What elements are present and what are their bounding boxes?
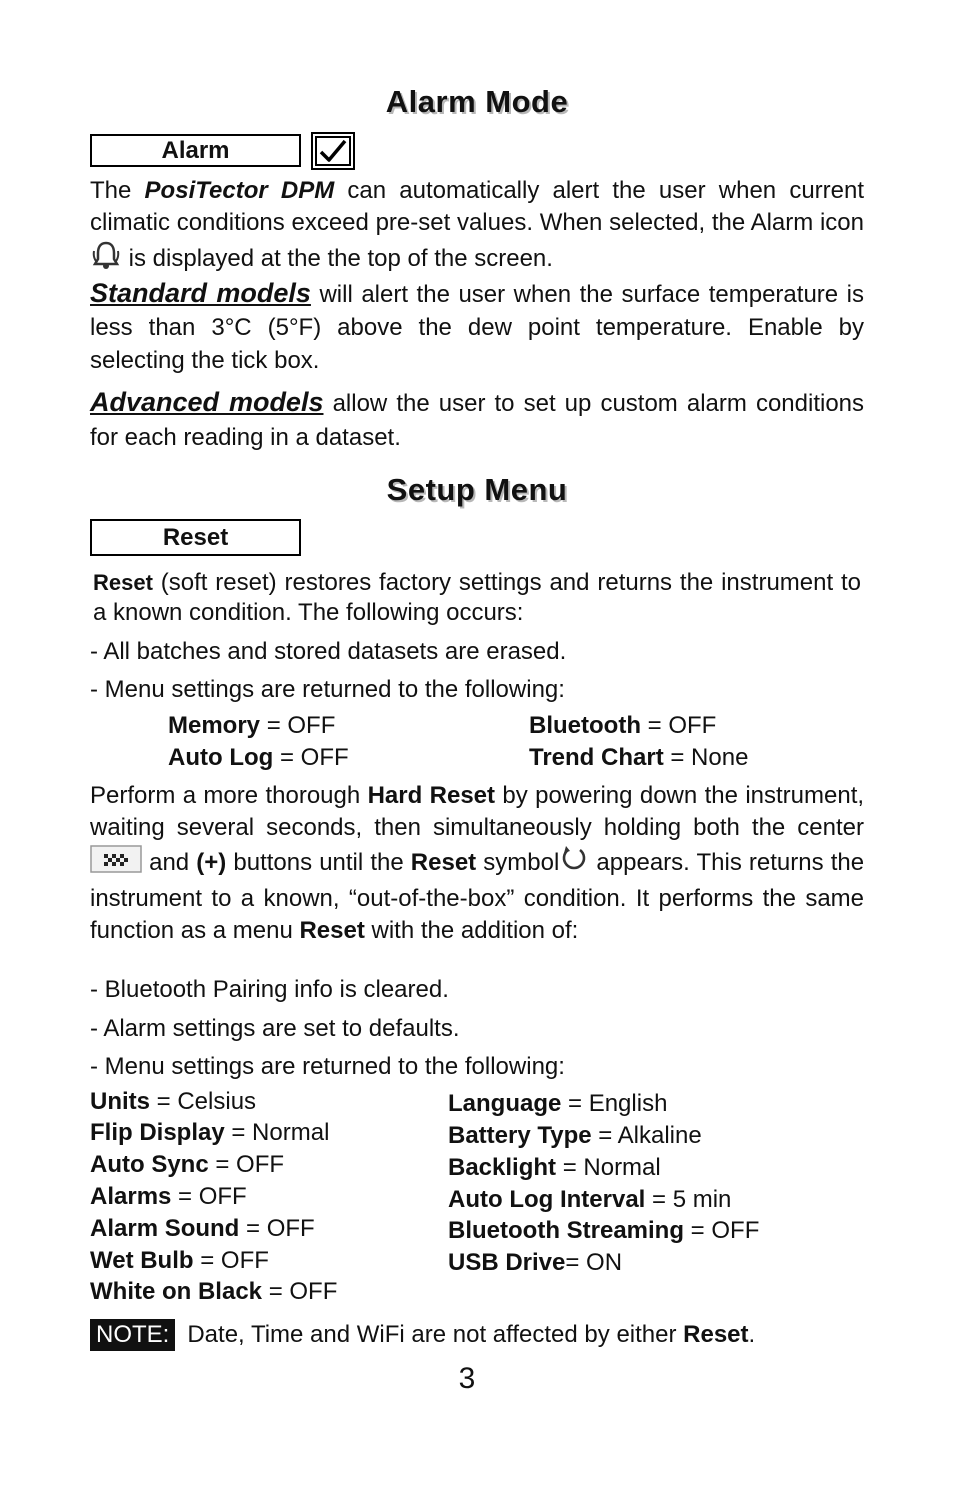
hard-setting-auto-log-interval: Auto Log Interval = 5 min [448, 1186, 732, 1213]
hard-t5: symbol [483, 848, 560, 876]
alarm-intro-paragraph [90, 175, 864, 280]
bell-icon [90, 239, 122, 280]
hard-t1: Perform a more thorough [90, 782, 361, 809]
hard-setting-alarms: Alarms = OFF [90, 1183, 247, 1210]
page-number: 3 [458, 1362, 476, 1395]
setup-menu-heading: Setup Menu [386, 472, 568, 507]
standard-models-paragraph [90, 277, 864, 377]
alarm-intro-t2: can automatically alert the user when current climatic conditions exceed pre-set values. When selected, the Alarm icon [90, 177, 865, 236]
checkmark-icon [315, 136, 351, 166]
hard-t2: by powering down the instrument, waiting several seconds, then simultaneously holding both the center [90, 782, 865, 841]
hard-setting-bluetooth-streaming: Bluetooth Streaming = OFF [448, 1217, 760, 1244]
reset-symbol-icon [559, 844, 589, 883]
hard-t7: with the addition of: [371, 917, 579, 944]
hard-reset-paragraph [90, 780, 864, 947]
reset-menu-label: Reset [90, 519, 301, 556]
hard-setting-flip-display: Flip Display = Normal [90, 1119, 330, 1146]
note-end: . [748, 1321, 756, 1348]
soft-setting-bluetooth: Bluetooth = OFF [529, 712, 717, 739]
hard-bullet-1: - Bluetooth Pairing info is cleared. [90, 976, 449, 1003]
advanced-models-text: allow the user to set up custom alarm conditions for each reading in a dataset. [90, 390, 865, 451]
soft-bullet-2: - Menu settings are returned to the following: [90, 676, 565, 703]
standard-models-text: will alert the user when the surface temperature is less than 3°C (5°F) above the dew point temperature. Enable by selecting the tick box. [90, 281, 865, 374]
alarm-mode-heading: Alarm Mode [385, 84, 569, 119]
hard-bullet-3: - Menu settings are returned to the following: [90, 1053, 565, 1080]
alarm-intro-t3: is displayed at the the top of the screen. [128, 244, 553, 272]
standard-models-lead: Standard models [90, 278, 311, 308]
alarm-checkbox [311, 132, 355, 170]
hard-t6: appears. This returns the instrument to a known, “out-of-the-box” condition. It performs the same function as a menu [90, 848, 865, 944]
hard-bullet-2: - Alarm settings are set to defaults. [90, 1015, 460, 1042]
soft-setting-auto-log: Auto Log = OFF [168, 744, 349, 771]
soft-bullet-1: - All batches and stored datasets are erased. [90, 638, 567, 665]
hard-setting-backlight: Backlight = Normal [448, 1154, 661, 1181]
plus-button-term: (+) [196, 848, 227, 876]
hard-t4: buttons until the [233, 848, 404, 876]
hard-setting-battery-type: Battery Type = Alkaline [448, 1122, 702, 1149]
reset-term-2: Reset [299, 917, 365, 944]
hard-setting-alarm-sound: Alarm Sound = OFF [90, 1215, 315, 1242]
alarm-menu-label: Alarm [90, 134, 301, 167]
reset-term-1: Reset [410, 848, 477, 876]
hard-setting-language: Language = English [448, 1090, 668, 1117]
reset-word: Reset [93, 570, 153, 595]
note-tag: NOTE: [90, 1319, 175, 1351]
note-reset-term: Reset [683, 1321, 749, 1348]
hard-setting-units: Units = Celsius [90, 1088, 257, 1115]
product-name: PosiTector DPM [144, 177, 335, 204]
reset-paragraph [93, 568, 861, 628]
advanced-models-lead: Advanced models [90, 387, 324, 417]
hard-setting-white-on-black: White on Black = OFF [90, 1278, 338, 1305]
hard-setting-wet-bulb: Wet Bulb = OFF [90, 1247, 269, 1274]
hard-reset-term: Hard Reset [367, 782, 496, 809]
hard-setting-usb-drive: USB Drive= ON [448, 1249, 623, 1276]
alarm-intro-t1: The [90, 177, 132, 204]
note-text: Date, Time and WiFi are not affected by either [187, 1321, 677, 1348]
soft-setting-memory: Memory = OFF [168, 712, 336, 739]
reset-text: (soft reset) restores factory settings and returns the instrument to a known condition. The following occurs: [93, 569, 862, 626]
soft-setting-trend-chart: Trend Chart = None [529, 744, 749, 771]
advanced-models-paragraph [90, 385, 864, 455]
hard-setting-auto-sync: Auto Sync = OFF [90, 1151, 285, 1178]
note-line [90, 1319, 755, 1351]
hard-t3: and [149, 848, 190, 876]
center-button-icon [90, 845, 142, 882]
